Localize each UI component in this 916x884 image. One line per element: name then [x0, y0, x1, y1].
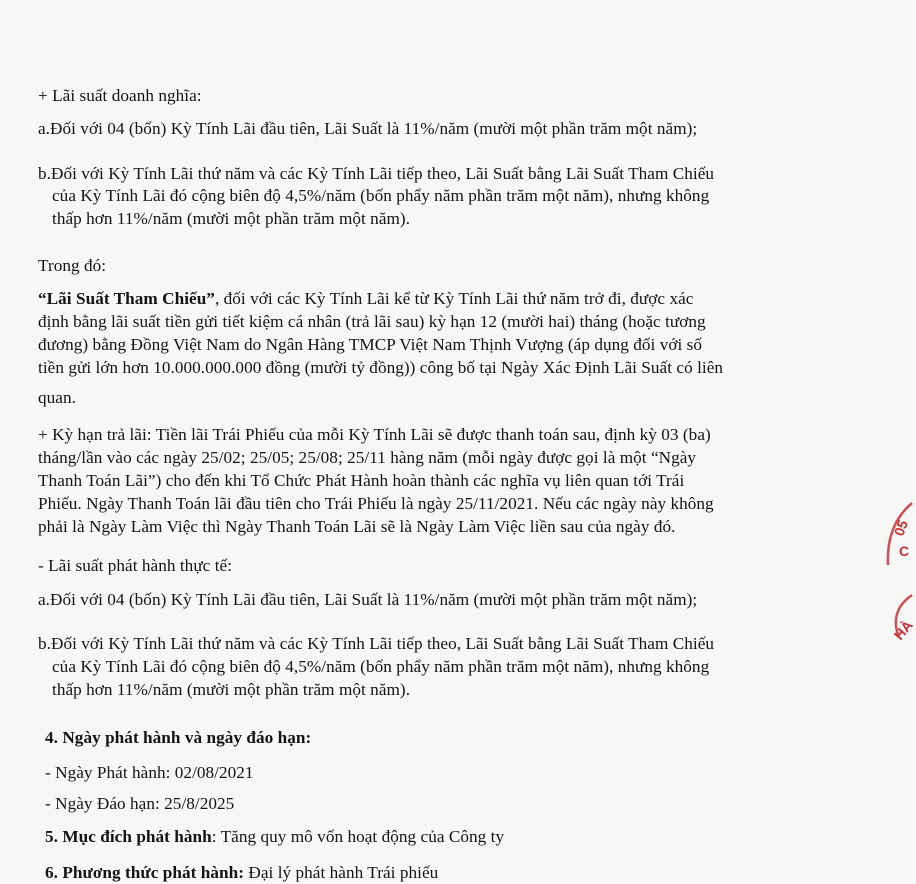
- text-line: b.Đối với Kỳ Tính Lãi thứ năm và các Kỳ Tính Lãi tiếp theo, Lãi Suất bằng Lãi Suất Tham Chiếu: [38, 164, 715, 183]
- text-line: của Kỳ Tính Lãi đó cộng biên độ 4,5%/năm (bốn phẩy năm phần trăm một năm), nhưng không: [52, 186, 710, 205]
- stamp-text: C: [899, 543, 910, 559]
- text-line: Thanh Toán Lãi”) cho đến khi Tổ Chức Phát Hành hoàn thành các nghĩa vụ liên quan tới Trái: [38, 471, 685, 490]
- text-line: Trong đó:: [38, 256, 107, 275]
- text-line: b.Đối với Kỳ Tính Lãi thứ năm và các Kỳ Tính Lãi tiếp theo, Lãi Suất bằng Lãi Suất Tham Chiếu: [38, 634, 715, 653]
- stamp-text: 05: [890, 517, 911, 539]
- text-line: của Kỳ Tính Lãi đó cộng biên độ 4,5%/năm (bốn phẩy năm phần trăm một năm), nhưng không: [52, 657, 710, 676]
- text-line: - Ngày Phát hành: 02/08/2021: [45, 763, 254, 782]
- section-heading: 5. Mục đích phát hành: [45, 827, 212, 846]
- text-line: tiền gửi lớn hơn 10.000.000.000 đồng (mười tỷ đồng)) công bố tại Ngày Xác Định Lãi Suất có liên: [38, 358, 724, 377]
- text-line: - Ngày Đáo hạn: 25/8/2025: [45, 794, 235, 813]
- text-line: thấp hơn 11%/năm (mười một phần trăm một năm).: [52, 209, 411, 228]
- text-line: 5. Mục đích phát hành: Tăng quy mô vốn hoạt động của Công ty: [45, 827, 505, 846]
- stamp-text: HÀ: [890, 617, 916, 643]
- text-line: phải là Ngày Làm Việc thì Ngày Thanh Toán Lãi sẽ là Ngày Làm Việc liền sau của ngày đó.: [38, 517, 676, 536]
- text-line: a.Đối với 04 (bốn) Kỳ Tính Lãi đầu tiên, Lãi Suất là 11%/năm (mười một phần trăm một năm);: [38, 590, 698, 609]
- text-line: + Lãi suất doanh nghĩa:: [38, 86, 202, 105]
- text-line: Phiếu. Ngày Thanh Toán lãi đầu tiên cho Trái Phiếu là ngày 25/11/2021. Nếu các ngày này không: [38, 494, 714, 513]
- text-line: - Lãi suất phát hành thực tế:: [38, 556, 233, 575]
- text-line: thấp hơn 11%/năm (mười một phần trăm một năm).: [52, 680, 411, 699]
- term-bold: “Lãi Suất Tham Chiếu”: [38, 289, 215, 308]
- text-line: + Kỳ hạn trả lãi: Tiền lãi Trái Phiếu của mỗi Kỳ Tính Lãi sẽ được thanh toán sau, định kỳ 03 (ba): [38, 425, 711, 444]
- text-line: “Lãi Suất Tham Chiếu”, đối với các Kỳ Tính Lãi kể từ Kỳ Tính Lãi thứ năm trở đi, được xác: [38, 289, 694, 308]
- section-heading: 6. Phương thức phát hành:: [45, 863, 245, 882]
- section-heading: 4. Ngày phát hành và ngày đáo hạn:: [45, 728, 312, 747]
- text-line: định bằng lãi suất tiền gửi tiết kiệm cá nhân (trả lãi sau) kỳ hạn 12 (mười hai) tháng (hoặc tương: [38, 312, 706, 331]
- text-line: tháng/lần vào các ngày 25/02; 25/05; 25/08; 25/11 hàng năm (mỗi ngày được gọi là một “Ngày: [38, 448, 697, 467]
- text-line: a.Đối với 04 (bốn) Kỳ Tính Lãi đầu tiên, Lãi Suất là 11%/năm (mười một phần trăm một năm);: [38, 119, 698, 138]
- text-line: quan.: [38, 388, 76, 407]
- text-line: 6. Phương thức phát hành: Đại lý phát hành Trái phiếu: [45, 863, 439, 882]
- text-line: đương) bằng Đồng Việt Nam do Ngân Hàng TMCP Việt Nam Thịnh Vượng (áp dụng đối với số: [38, 335, 703, 354]
